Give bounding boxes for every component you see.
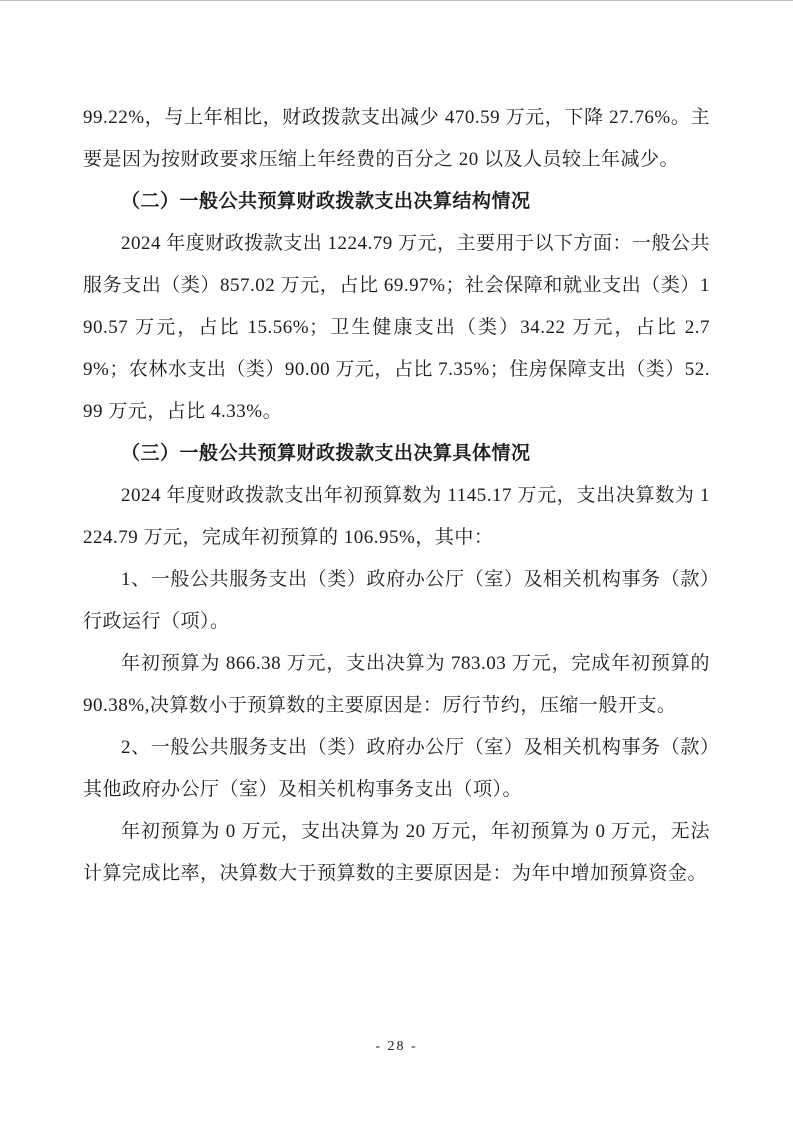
section-heading-2: （二）一般公共预算财政拨款支出决算结构情况 xyxy=(121,191,531,212)
document-body xyxy=(83,97,710,895)
paragraph-item-2-title: 2、一般公共服务支出（类）政府办公厅（室）及相关机构事务（款）其他政府办公厅（室）及相关机构事务支出（项）。 xyxy=(83,737,710,800)
paragraph-item-2-detail: 年初预算为 0 万元，支出决算为 20 万元，年初预算为 0 万元，无法计算完成比率，决算数大于预算数的主要原因是：为年中增加预算资金。 xyxy=(83,821,710,884)
page-number: - 28 - xyxy=(375,1039,418,1054)
paragraph-item-1-detail: 年初预算为 866.38 万元，支出决算为 783.03 万元，完成年初预算的 90.38%,决算数小于预算数的主要原因是：厉行节约，压缩一般开支。 xyxy=(83,653,710,716)
page-footer xyxy=(0,1037,793,1055)
paragraph-budget-summary: 2024 年度财政拨款支出年初预算数为 1145.17 万元，支出决算数为 1224.79 万元，完成年初预算的 106.95%，其中： xyxy=(83,485,710,548)
section-heading-3: （三）一般公共预算财政拨款支出决算具体情况 xyxy=(121,443,531,464)
paragraph-continuation: 99.22%，与上年相比，财政拨款支出减少 470.59 万元，下降 27.76%。主要是因为按财政要求压缩上年经费的百分之 20 以及人员较上年减少。 xyxy=(83,107,710,170)
paragraph-expenditure-structure: 2024 年度财政拨款支出 1224.79 万元，主要用于以下方面：一般公共服务支出（类）857.02 万元，占比 69.97%；社会保障和就业支出（类）190.57 万元，占比 15.56%；卫生健康支出（类）34.22 万元，占比 2.79%；农林水支出（类）90.00 万元，占比 7.35%；住房保障支出（类）52.99 万元，占比 4.33%。 xyxy=(83,233,711,422)
paragraph-item-1-title: 1、一般公共服务支出（类）政府办公厅（室）及相关机构事务（款）行政运行（项）。 xyxy=(83,569,710,632)
